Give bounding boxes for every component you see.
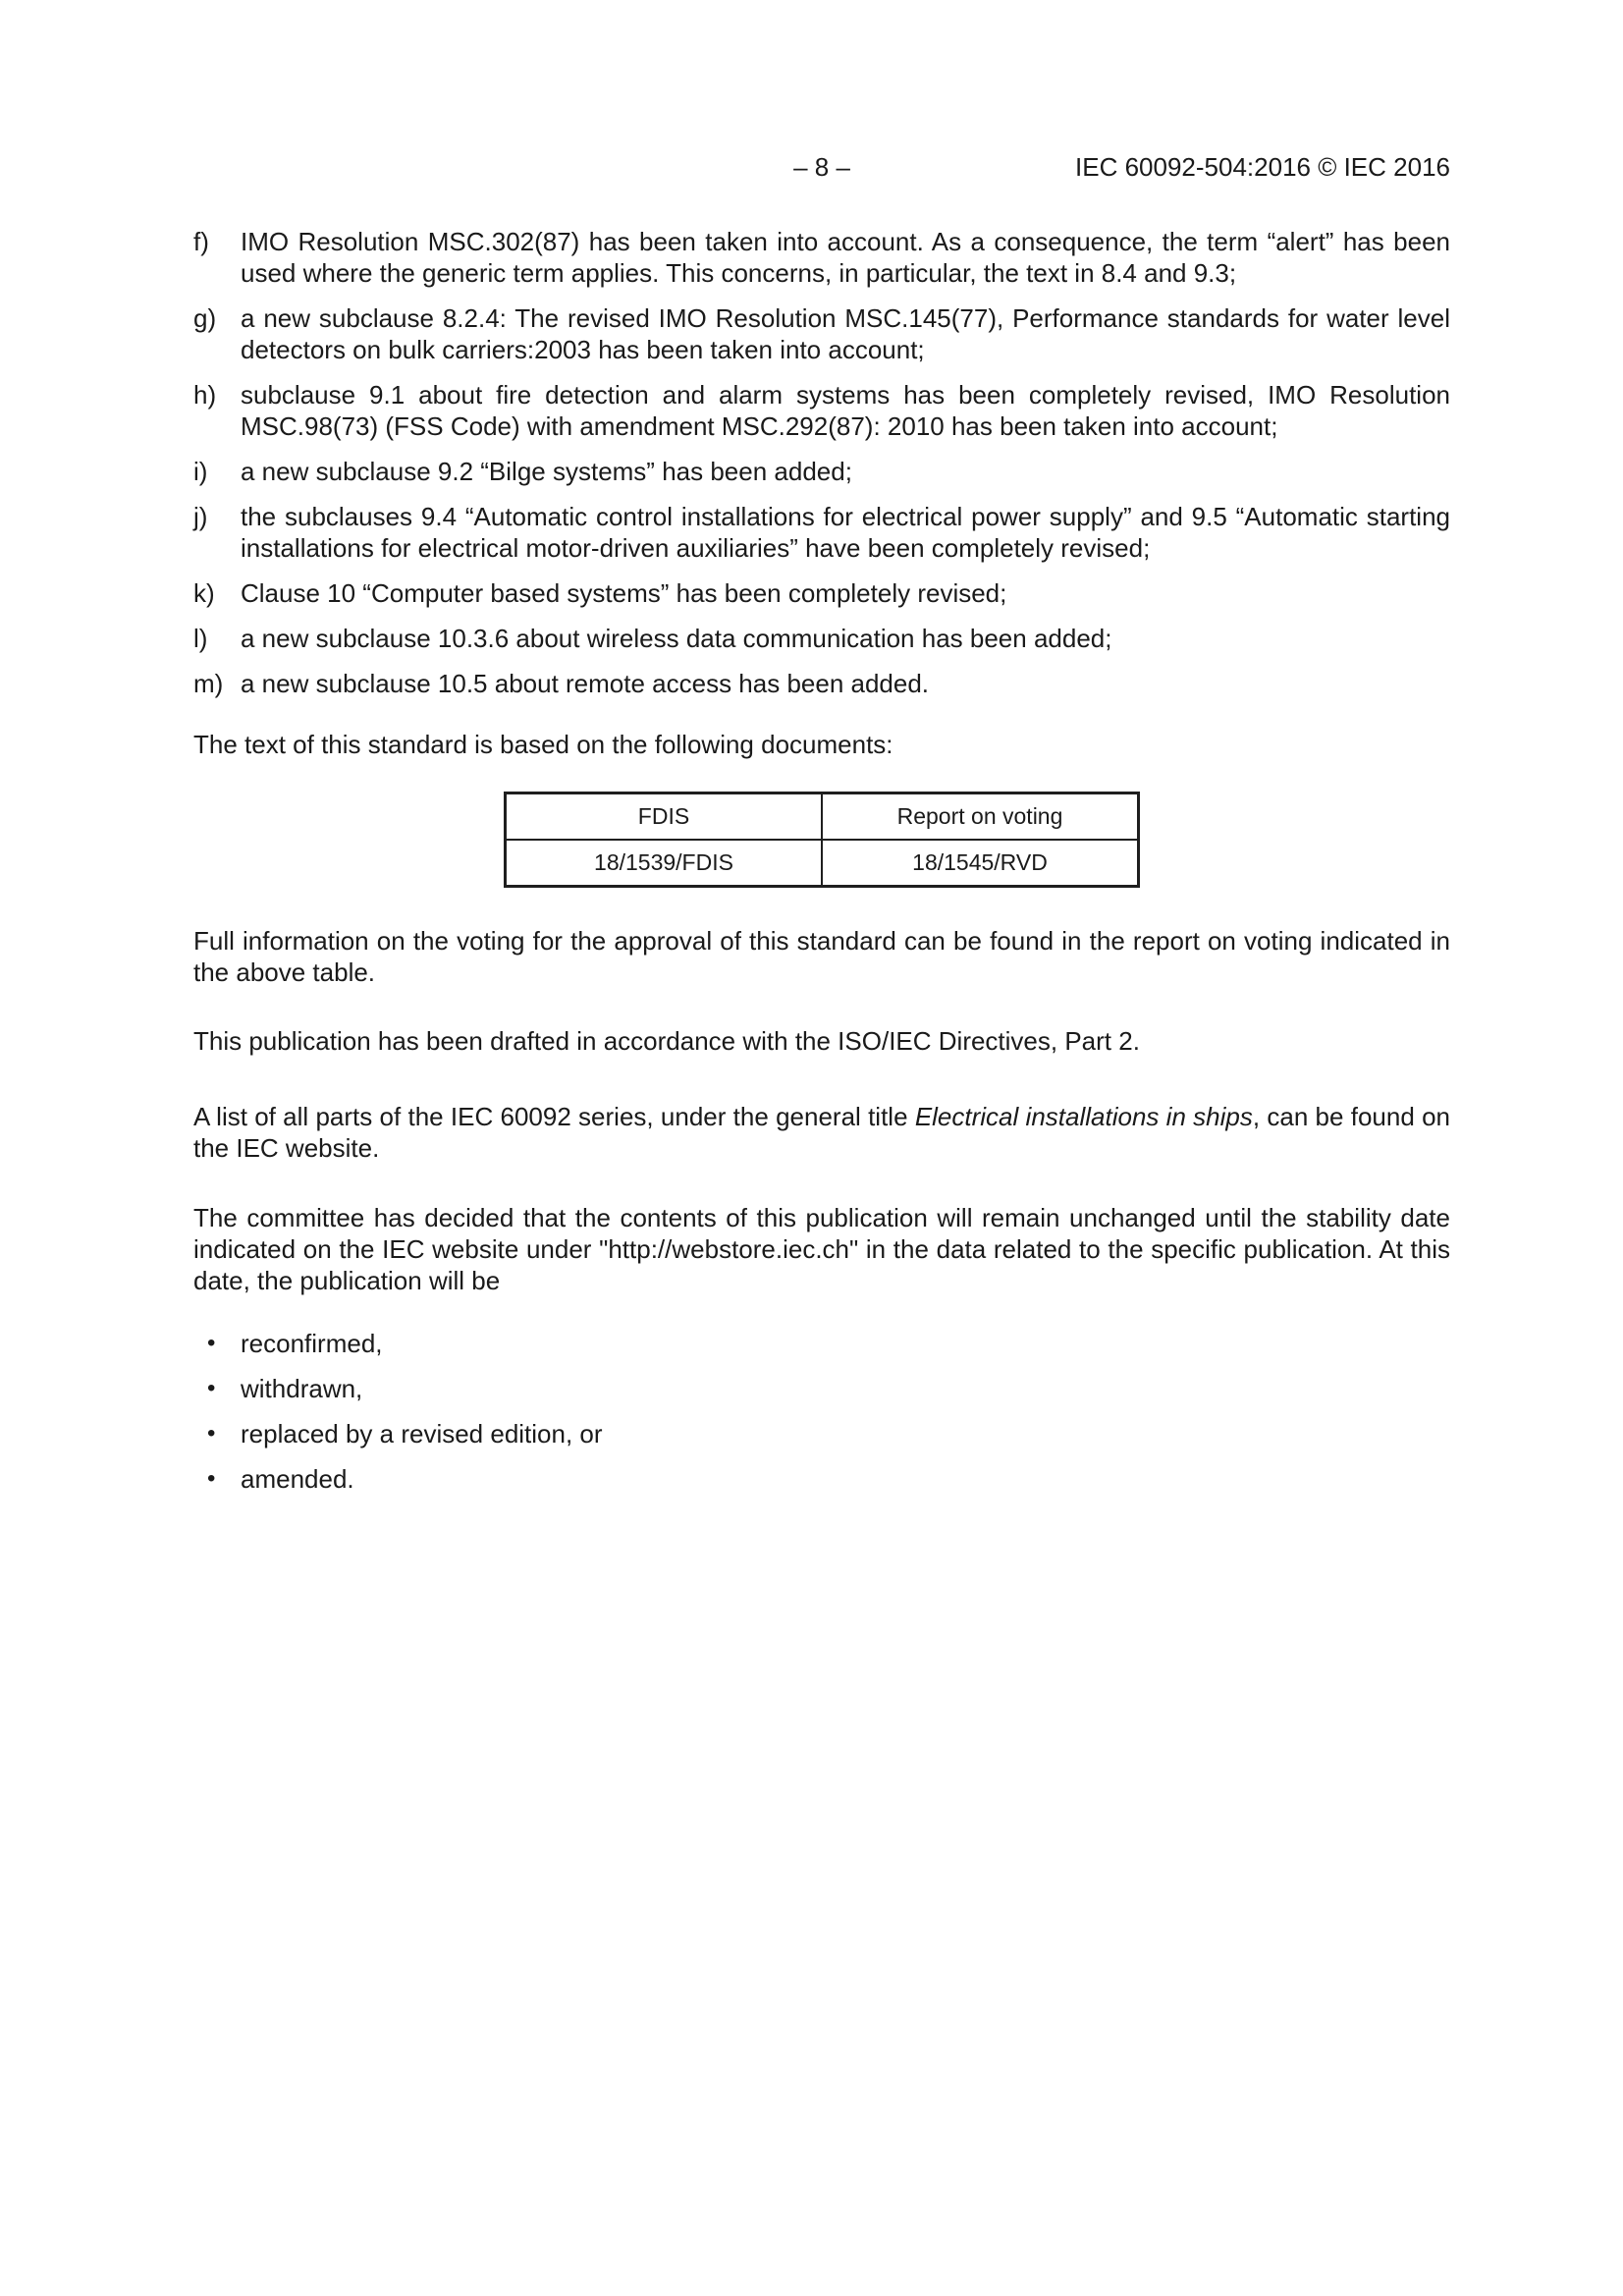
bullet-item (193, 1463, 1450, 1495)
list-item-label: l) (193, 624, 208, 653)
bullet-text: reconfirmed, (241, 1329, 383, 1358)
list-item (193, 577, 1450, 609)
list-item (193, 501, 1450, 564)
bullet-text: amended. (241, 1464, 354, 1494)
voting-table (504, 792, 1140, 888)
bullet-item (193, 1418, 1450, 1449)
intro-paragraph: The text of this standard is based on the following documents: (193, 730, 893, 759)
list-item (193, 379, 1450, 442)
bullet-text: replaced by a revised edition, or (241, 1419, 603, 1449)
list-item (193, 226, 1450, 289)
list-item-label: h) (193, 380, 217, 410)
paragraph-series (193, 1101, 1450, 1164)
list-item-text: a new subclause 9.2 “Bilge systems” has been added; (241, 457, 852, 486)
voting-table-header-report: Report on voting (822, 793, 1139, 841)
series-text-pre: A list of all parts of the IEC 60092 series, under the general title (193, 1102, 915, 1131)
paragraph-committee: The committee has decided that the contents of this publication will remain unchanged until the stability date indicated on the IEC website under "http://webstore.iec.ch" in the data related to the specific publication. At this date, the publication will be (193, 1203, 1450, 1295)
page-header (193, 151, 1450, 183)
list-item-text: Clause 10 “Computer based systems” has been completely revised; (241, 578, 1007, 608)
voting-table-container (193, 792, 1450, 888)
bullet-item (193, 1328, 1450, 1359)
paragraph-drafting: This publication has been drafted in accordance with the ISO/IEC Directives, Part 2. (193, 1026, 1140, 1056)
list-item-label: m) (193, 669, 224, 698)
list-item-text: a new subclause 10.3.6 about wireless data communication has been added; (241, 624, 1112, 653)
voting-table-data-row (506, 840, 1139, 887)
series-text-post: , can be found on the IEC website. (193, 1102, 1450, 1163)
list-item-text: a new subclause 8.2.4: The revised IMO Resolution MSC.145(77), Performance standards for water level detectors on bulk carriers:2003 has been taken into account; (241, 303, 1450, 364)
list-item-text: the subclauses 9.4 “Automatic control installations for electrical power supply” and 9.5 “Automatic starting installations for electrical motor-driven auxiliaries” have been completely revised; (241, 502, 1450, 563)
bullet-icon: • (207, 1420, 216, 1447)
voting-table-cell-fdis: 18/1539/FDIS (506, 840, 823, 887)
list-item (193, 456, 1450, 487)
bullet-icon: • (207, 1375, 216, 1401)
list-item-label: i) (193, 457, 208, 486)
list-item (193, 623, 1450, 654)
page-number: – 8 – (793, 152, 850, 182)
list-item (193, 668, 1450, 699)
list-item-label: j) (193, 502, 208, 531)
voting-table-header-row (506, 793, 1139, 841)
change-list (193, 226, 1450, 699)
list-item-label: g) (193, 303, 217, 333)
list-item-text: a new subclause 10.5 about remote access has been added. (241, 669, 930, 698)
paragraph-full-information: Full information on the voting for the approval of this standard can be found in the report on voting indicated in the above table. (193, 926, 1450, 987)
document-reference: IEC 60092-504:2016 © IEC 2016 (1075, 152, 1450, 182)
bullet-icon: • (207, 1465, 216, 1492)
series-title-italic: Electrical installations in ships (914, 1102, 1253, 1131)
publication-status-list (193, 1328, 1450, 1495)
list-item-label: k) (193, 578, 215, 608)
bullet-icon: • (207, 1330, 216, 1356)
voting-table-header-fdis: FDIS (506, 793, 823, 841)
bullet-text: withdrawn, (241, 1374, 363, 1403)
list-item-text: IMO Resolution MSC.302(87) has been taken into account. As a consequence, the term “alert” has been used where the generic term applies. This concerns, in particular, the text in 8.4 and 9.3; (241, 227, 1450, 288)
voting-table-cell-report: 18/1545/RVD (822, 840, 1139, 887)
bullet-item (193, 1373, 1450, 1404)
page-content (193, 0, 1450, 1508)
list-item (193, 302, 1450, 365)
list-item-label: f) (193, 227, 209, 256)
list-item-text: subclause 9.1 about fire detection and alarm systems has been completely revised, IMO Resolution MSC.98(73) (FSS Code) with amendment MSC.292(87): 2010 has been taken into account; (241, 380, 1450, 441)
